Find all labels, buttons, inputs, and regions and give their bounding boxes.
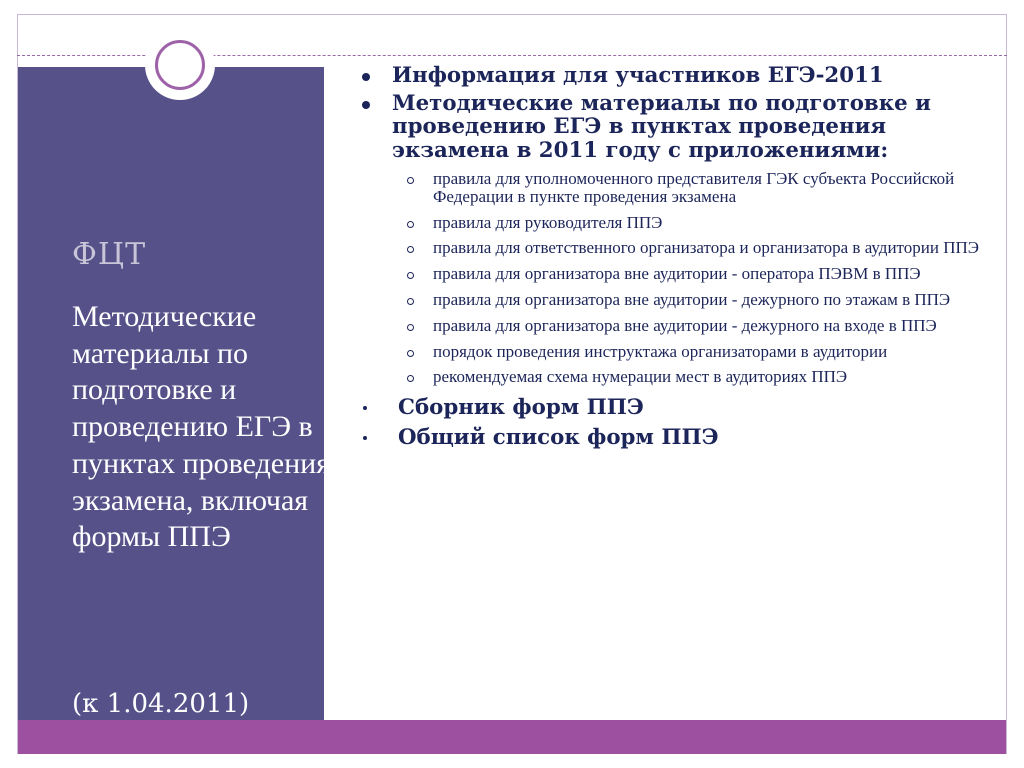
list-item-label: Сборник форм ППЭ bbox=[398, 395, 644, 421]
link-forms-collection[interactable] bbox=[358, 394, 998, 422]
sub-list-item[interactable] bbox=[358, 170, 998, 206]
circle-bullet-icon bbox=[407, 272, 414, 279]
sub-list-item[interactable] bbox=[358, 368, 998, 386]
sub-list-item-label: рекомендуемая схема нумерации мест в аудиториях ППЭ bbox=[433, 367, 848, 387]
sub-list-item-label: правила для уполномоченного представителя ГЭК субъекта Российской Федерации в пункте проведения экзамена bbox=[433, 169, 955, 206]
circle-bullet-icon bbox=[407, 221, 414, 228]
bullet-icon bbox=[363, 436, 367, 440]
circle-bullet-icon bbox=[407, 375, 414, 382]
sidebar-title: ФЦТ bbox=[72, 237, 147, 272]
sub-list bbox=[358, 170, 998, 386]
list-item-label: Информация для участников ЕГЭ-2011 bbox=[392, 63, 884, 88]
bullet-icon bbox=[363, 406, 367, 410]
circle-bullet-icon bbox=[407, 298, 414, 305]
sub-list-item[interactable] bbox=[358, 317, 998, 335]
sub-list-item-label: правила для организатора вне аудитории - дежурного на входе в ППЭ bbox=[433, 315, 937, 335]
list-item-label: Методические материалы по подготовке и проведению ЕГЭ в пунктах проведения экзамена в 2011 году с приложениями: bbox=[392, 90, 931, 163]
circle-bullet-icon bbox=[407, 246, 414, 253]
sub-list-item[interactable] bbox=[358, 214, 998, 232]
bullet-icon bbox=[362, 101, 370, 109]
footer-bar bbox=[18, 720, 1006, 754]
sidebar-date: (к 1.04.2011) bbox=[72, 689, 250, 719]
sub-list-item[interactable] bbox=[358, 239, 998, 257]
sub-list-item[interactable] bbox=[358, 343, 998, 361]
list-item-label: Общий список форм ППЭ bbox=[398, 425, 719, 451]
circle-bullet-icon bbox=[407, 177, 414, 184]
sub-list-item[interactable] bbox=[358, 265, 998, 283]
sub-list-item-label: правила для ответственного организатора и организатора в аудитории ППЭ bbox=[433, 238, 979, 258]
link-forms-list[interactable] bbox=[358, 424, 998, 452]
sub-list-item-label: правила для руководителя ППЭ bbox=[433, 212, 663, 232]
circle-bullet-icon bbox=[407, 324, 414, 331]
sub-list-item-label: правила для организатора вне аудитории - оператора ПЭВМ в ППЭ bbox=[433, 264, 921, 284]
content-list bbox=[358, 64, 998, 454]
list-item[interactable] bbox=[358, 92, 998, 163]
bullet-icon bbox=[362, 73, 370, 81]
sub-list-item-label: правила для организатора вне аудитории - дежурного по этажам в ППЭ bbox=[433, 289, 951, 309]
sub-list-item[interactable] bbox=[358, 291, 998, 309]
sidebar-description: Методические материалы по подготовке и проведению ЕГЭ в пунктах проведения экзамена, включая формы ППЭ bbox=[72, 300, 331, 554]
circle-bullet-icon bbox=[407, 350, 414, 357]
decorative-circle-icon bbox=[155, 40, 205, 90]
list-item[interactable] bbox=[358, 64, 998, 88]
sub-list-item-label: порядок проведения инструктажа организаторами в аудитории bbox=[433, 341, 888, 361]
sidebar-panel bbox=[18, 67, 331, 720]
